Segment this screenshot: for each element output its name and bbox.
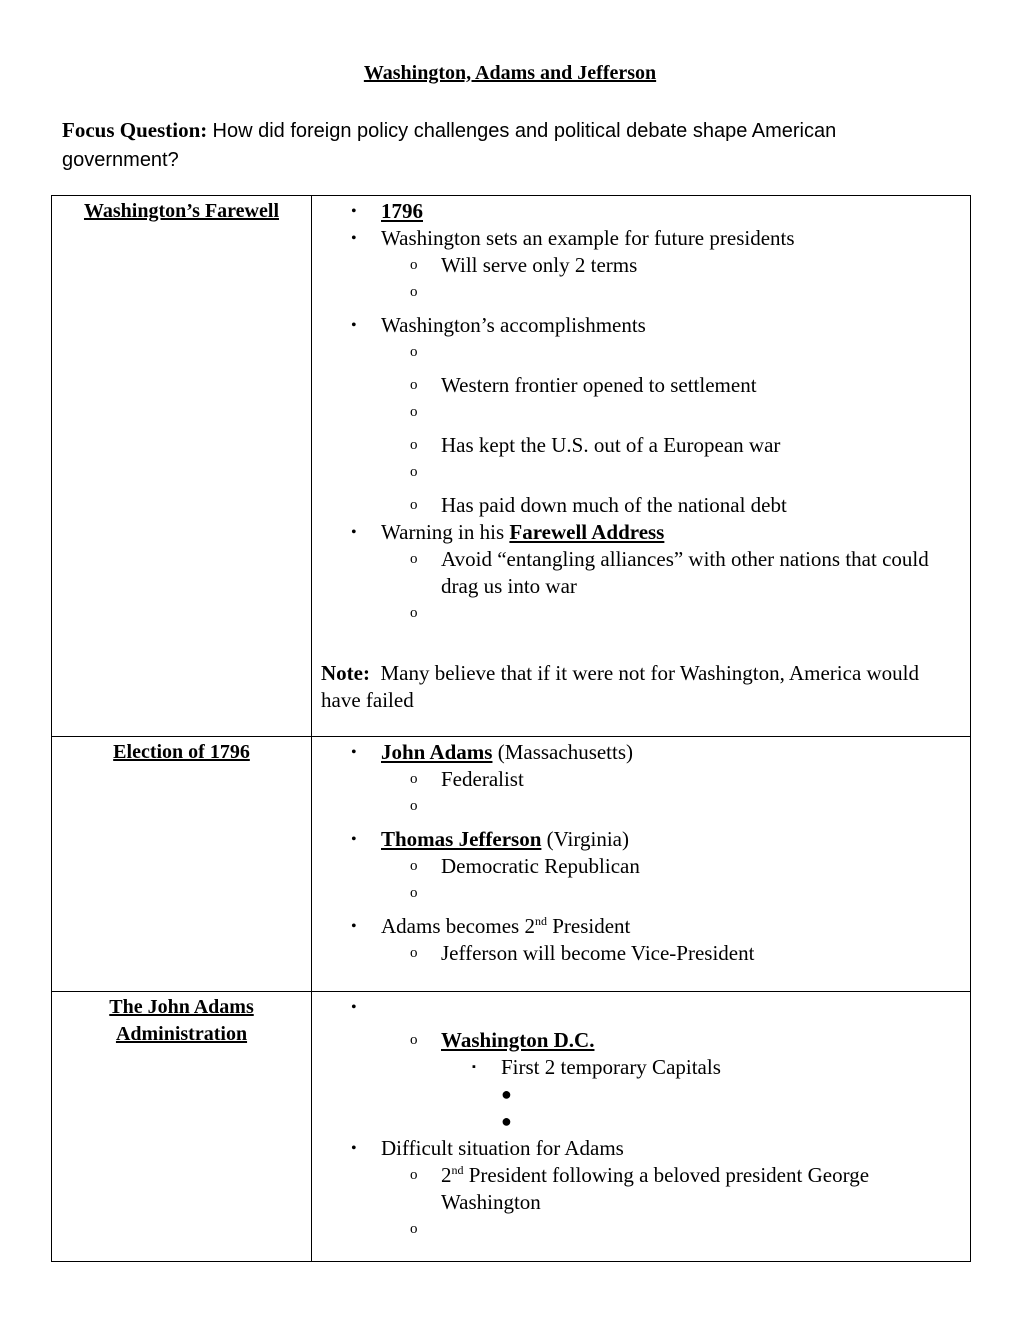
bullet-icon: •	[351, 317, 357, 334]
circle-bullet-icon: o	[410, 1032, 418, 1048]
year-1796: 1796	[381, 199, 423, 223]
content-cell	[312, 196, 971, 737]
list-item-text: Has kept the U.S. out of a European war	[441, 433, 781, 457]
list-item	[321, 225, 962, 252]
list-item	[321, 826, 962, 853]
table-row-election-of-1796	[52, 737, 971, 992]
list-item-text: Washington’s accomplishments	[381, 313, 646, 337]
bullet-icon: •	[351, 744, 357, 761]
list-item-text: Washington sets an example for future presidents	[381, 226, 795, 250]
note-label: Note:	[321, 661, 370, 685]
list-item-text: Jefferson will become Vice-President	[441, 941, 755, 965]
list-item-text: Difficult situation for Adams	[381, 1136, 624, 1160]
bullet-icon: •	[351, 999, 357, 1016]
sub-list-item	[321, 546, 962, 600]
sub-list-item	[321, 432, 962, 459]
list-item-text: (Massachusetts)	[492, 740, 634, 764]
circle-bullet-icon: o	[410, 551, 418, 567]
content-cell	[312, 737, 971, 992]
list-item-text: President following a beloved president George Washington	[441, 1163, 870, 1214]
topic-cell: Washington’s Farewell	[52, 196, 312, 737]
bullet-icon: •	[351, 1140, 357, 1157]
circle-bullet-icon: o	[410, 885, 418, 901]
list-item-text: Western frontier opened to settlement	[441, 373, 757, 397]
bullet-icon: •	[351, 918, 357, 935]
blank-list-item	[321, 1108, 962, 1135]
bullet-icon: •	[351, 524, 357, 541]
list-item-text: Has paid down much of the national debt	[441, 493, 787, 517]
blank-sub-list-item	[321, 600, 962, 633]
blank-sub-list-item	[321, 339, 962, 372]
list-item-text: 2	[441, 1163, 452, 1187]
circle-bullet-icon: o	[410, 497, 418, 513]
list-item-text: Warning in his	[381, 520, 510, 544]
washington-dc: Washington D.C.	[441, 1028, 595, 1052]
ordinal-suffix: nd	[451, 1163, 464, 1177]
circle-bullet-icon: o	[410, 945, 418, 961]
list-item	[321, 739, 962, 766]
list-item-text: Democratic Republican	[441, 854, 640, 878]
table-row-john-adams-administration	[52, 992, 971, 1262]
list-item	[321, 198, 962, 225]
blank-sub-list-item	[321, 459, 962, 492]
list-item-text: (Virginia)	[541, 827, 629, 851]
circle-bullet-icon: o	[410, 284, 418, 300]
list-item	[321, 913, 962, 940]
farewell-address: Farewell Address	[509, 520, 665, 544]
circle-bullet-icon: o	[410, 1221, 418, 1237]
list-item-text: President	[546, 914, 631, 938]
thomas-jefferson: Thomas Jefferson	[381, 827, 542, 851]
circle-bullet-icon: o	[410, 771, 418, 787]
list-item-text: Will serve only 2 terms	[441, 253, 638, 277]
square-bullet-icon: ▪	[472, 1061, 476, 1073]
note-text: Many believe that if it were not for Washington, America would have failed	[321, 661, 920, 712]
topic-cell: The John Adams Administration	[52, 992, 312, 1262]
circle-bullet-icon: o	[410, 605, 418, 621]
circle-bullet-icon: o	[410, 464, 418, 480]
sub-list-item	[321, 372, 962, 399]
circle-bullet-icon: o	[410, 377, 418, 393]
circle-bullet-icon: o	[410, 437, 418, 453]
sub-list-item	[321, 940, 962, 967]
dot-bullet-icon: ●	[501, 1111, 512, 1131]
list-item	[321, 1135, 962, 1162]
list-item	[321, 519, 962, 546]
sub-list-item	[321, 492, 962, 519]
circle-bullet-icon: o	[410, 344, 418, 360]
john-adams: John Adams	[381, 740, 493, 764]
blank-sub-list-item	[321, 793, 962, 826]
circle-bullet-icon: o	[410, 1167, 418, 1183]
sub-list-item	[321, 252, 962, 279]
dot-bullet-icon: ●	[501, 1084, 512, 1104]
list-item-text: First 2 temporary Capitals	[501, 1055, 721, 1079]
blank-sub-list-item	[321, 880, 962, 913]
blank-sub-list-item	[321, 399, 962, 432]
focus-question-text: How did foreign policy challenges and political debate shape American government?	[62, 120, 837, 171]
circle-bullet-icon: o	[410, 798, 418, 814]
list-item-text: Avoid “entangling alliances” with other nations that could drag us into war	[441, 547, 929, 598]
bullet-icon: •	[351, 230, 357, 247]
blank-sub-list-item	[321, 279, 962, 312]
circle-bullet-icon: o	[410, 257, 418, 273]
sub-list-item	[321, 1027, 962, 1054]
notes-table	[51, 195, 971, 1262]
bullet-icon: •	[351, 203, 357, 220]
list-item-text: Federalist	[441, 767, 524, 791]
page-title: Washington, Adams and Jefferson	[363, 62, 657, 84]
topic-cell: Election of 1796	[52, 737, 312, 992]
list-item-text: Adams becomes 2	[381, 914, 535, 938]
content-cell	[312, 992, 971, 1262]
sub-list-item	[321, 766, 962, 793]
ordinal-suffix: nd	[534, 914, 547, 928]
sub-list-item	[321, 853, 962, 880]
table-row-washingtons-farewell	[52, 196, 971, 737]
sub-list-item	[321, 1162, 962, 1216]
list-item	[321, 312, 962, 339]
focus-question	[62, 116, 922, 174]
blank-list-item	[321, 994, 962, 1027]
blank-list-item	[321, 1081, 962, 1108]
note	[321, 660, 962, 714]
focus-question-label: Focus Question:	[62, 118, 208, 142]
sub-sub-list-item	[321, 1054, 962, 1081]
circle-bullet-icon: o	[410, 404, 418, 420]
blank-sub-list-item	[321, 1216, 962, 1249]
bullet-icon: •	[351, 831, 357, 848]
circle-bullet-icon: o	[410, 858, 418, 874]
